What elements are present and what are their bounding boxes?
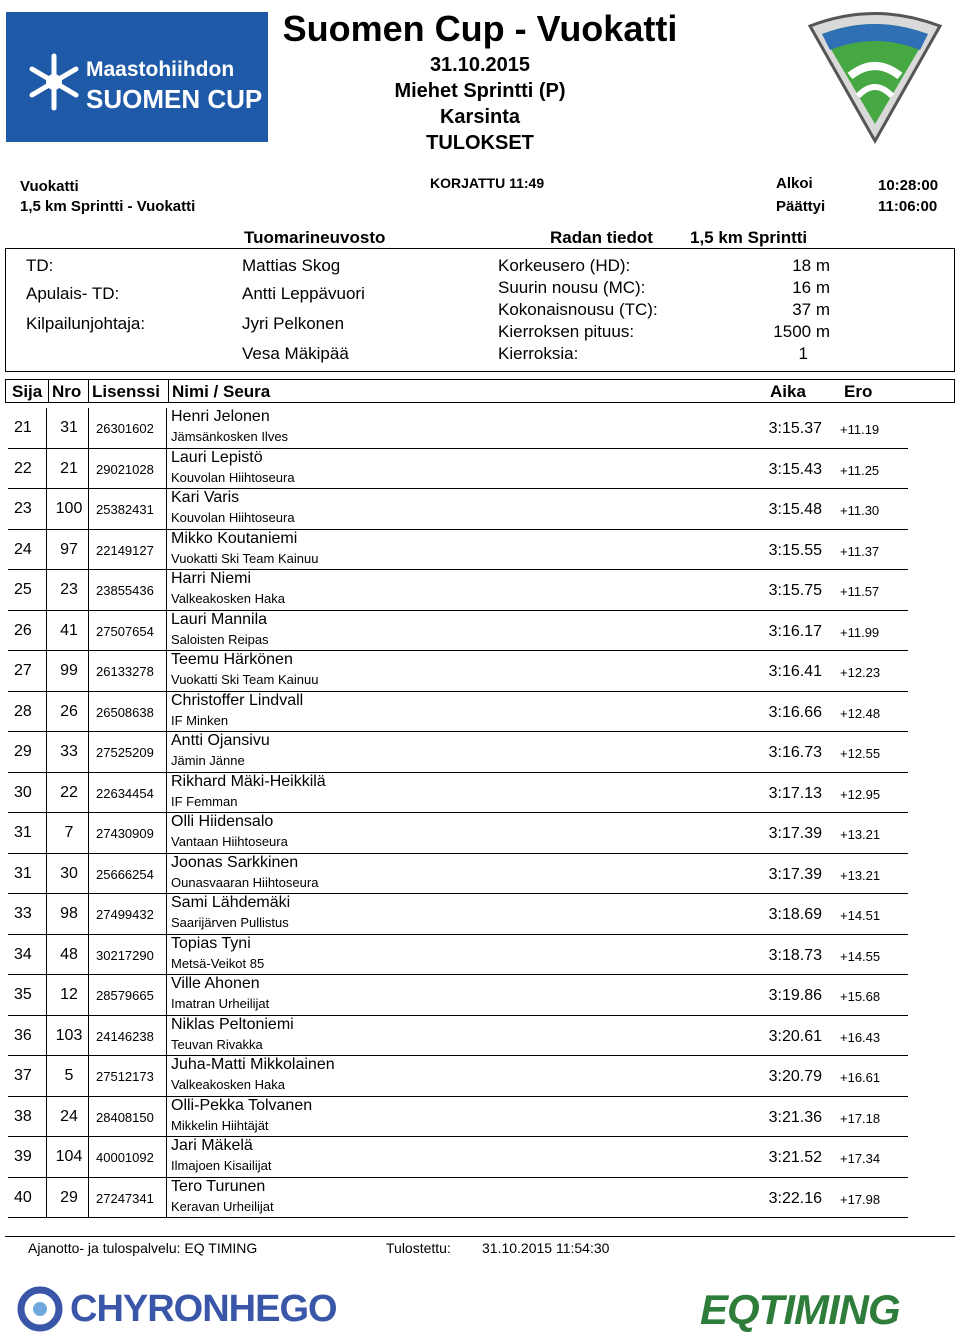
club-name: Jämin Jänne bbox=[171, 753, 245, 768]
table-row bbox=[8, 894, 908, 935]
bib-cell: 7 bbox=[64, 824, 74, 841]
time-cell: 3:15.55 bbox=[768, 541, 822, 559]
end-time: 11:06:00 bbox=[878, 198, 938, 215]
club-name: Jämsänkosken Ilves bbox=[171, 429, 289, 444]
end-label: Päättyi bbox=[776, 198, 826, 215]
time-cell: 3:16.17 bbox=[768, 622, 822, 640]
license-cell: 29021028 bbox=[96, 461, 154, 477]
col-ero: Ero bbox=[844, 382, 873, 401]
bib-cell: 22 bbox=[60, 783, 78, 801]
athlete-name: Henri Jelonen bbox=[171, 408, 270, 425]
license-cell: 27525209 bbox=[96, 745, 154, 760]
bib-cell: 30 bbox=[60, 864, 78, 882]
time-cell: 3:22.16 bbox=[768, 1189, 822, 1207]
gap-cell: +12.48 bbox=[840, 705, 881, 721]
gap-cell: +12.23 bbox=[840, 665, 881, 680]
license-cell: 28579665 bbox=[96, 988, 154, 1003]
place-cell: 38 bbox=[14, 1107, 32, 1125]
bib-cell: 31 bbox=[60, 419, 78, 436]
table-row bbox=[8, 449, 908, 490]
table-row bbox=[8, 773, 908, 814]
results-header bbox=[5, 379, 955, 403]
gap-cell: +14.55 bbox=[840, 948, 881, 964]
gap-cell: +17.98 bbox=[840, 1191, 881, 1207]
results-kind: TULOKSET bbox=[426, 132, 534, 154]
place-cell: 34 bbox=[14, 945, 32, 963]
gap-cell: +16.43 bbox=[840, 1029, 881, 1045]
time-cell: 3:16.73 bbox=[768, 744, 822, 761]
athlete-name: Kari Varis bbox=[171, 489, 240, 506]
place-cell: 40 bbox=[14, 1188, 32, 1206]
page-title: Suomen Cup - Vuokatti bbox=[282, 8, 678, 49]
maastohiihdon-suomen-cup-logo bbox=[6, 12, 268, 142]
license-cell: 26133278 bbox=[96, 664, 154, 679]
role-competition-director: Kilpailunjohtaja: bbox=[26, 314, 146, 333]
place-cell: 21 bbox=[14, 419, 32, 436]
course-label-mc: Suurin nousu (MC): bbox=[498, 278, 646, 297]
bib-cell: 29 bbox=[60, 1188, 78, 1206]
venue: Vuokatti bbox=[20, 178, 79, 195]
license-cell: 25382431 bbox=[96, 502, 154, 517]
table-row bbox=[8, 570, 908, 611]
place-cell: 31 bbox=[14, 824, 32, 841]
bib-cell: 103 bbox=[55, 1026, 83, 1044]
club-name: Vuokatti Ski Team Kainuu bbox=[171, 550, 319, 566]
club-name: Kouvolan Hiihtoseura bbox=[171, 469, 295, 485]
bib-cell: 21 bbox=[60, 459, 78, 477]
course-label-lap-length: Kierroksen pituus: bbox=[498, 322, 635, 341]
snowflake-icon bbox=[28, 52, 80, 112]
club-name: Vantaan Hiihtoseura bbox=[171, 834, 288, 849]
club-name: Imatran Urheilijat bbox=[171, 996, 270, 1011]
time-cell: 3:16.41 bbox=[768, 663, 822, 680]
logo-text-line2: SUOMEN CUP bbox=[86, 84, 263, 114]
bib-cell: 23 bbox=[60, 581, 78, 598]
gap-cell: +13.21 bbox=[840, 867, 881, 883]
official-name: Jyri Pelkonen bbox=[242, 314, 345, 333]
time-cell: 3:17.39 bbox=[768, 825, 822, 842]
col-lisenssi: Lisenssi bbox=[92, 382, 161, 401]
club-name: Vuokatti Ski Team Kainuu bbox=[171, 672, 319, 687]
license-cell: 22634454 bbox=[96, 785, 154, 801]
gap-cell: +12.95 bbox=[840, 786, 881, 802]
bib-cell: 24 bbox=[60, 1107, 78, 1125]
gap-cell: +11.30 bbox=[840, 503, 880, 518]
place-cell: 26 bbox=[14, 621, 32, 639]
license-cell: 40001092 bbox=[96, 1150, 154, 1165]
athlete-name: Christoffer Lindvall bbox=[171, 691, 304, 709]
club-name: Valkeakosken Haka bbox=[171, 591, 285, 606]
suomen-cup-shield-logo bbox=[800, 6, 950, 146]
table-row bbox=[8, 1137, 908, 1178]
chyronhego-mark-icon bbox=[16, 1286, 64, 1332]
place-cell: 23 bbox=[14, 500, 32, 517]
table-row bbox=[8, 854, 908, 895]
event-date: 31.10.2015 bbox=[429, 54, 531, 76]
bib-cell: 100 bbox=[55, 500, 83, 517]
athlete-name: Rikhard Mäki-Heikkilä bbox=[171, 772, 326, 790]
place-cell: 37 bbox=[14, 1067, 32, 1084]
gap-cell: +11.57 bbox=[840, 584, 880, 599]
official-name: Antti Leppävuori bbox=[242, 284, 365, 303]
course-label-hd: Korkeusero (HD): bbox=[498, 256, 631, 275]
chyronhego-logo bbox=[16, 1286, 361, 1332]
time-cell: 3:16.66 bbox=[768, 703, 822, 721]
place-cell: 24 bbox=[14, 540, 32, 558]
printed-label: Tulostettu: bbox=[386, 1240, 451, 1256]
chyronhego-wordmark: CHYRONHEGO bbox=[70, 1288, 337, 1330]
athlete-name: Mikko Koutaniemi bbox=[171, 529, 298, 547]
athlete-name: Juha-Matti Mikkolainen bbox=[171, 1056, 335, 1073]
time-cell: 3:19.86 bbox=[768, 987, 822, 1004]
role-assistant-td: Apulais- TD: bbox=[26, 284, 120, 303]
eqtiming-wordmark: EQTIMING bbox=[700, 1286, 900, 1333]
time-cell: 3:17.13 bbox=[768, 784, 822, 802]
club-name: Valkeakosken Haka bbox=[171, 1077, 285, 1092]
gap-cell: +11.37 bbox=[840, 543, 880, 559]
bib-cell: 99 bbox=[60, 662, 78, 679]
athlete-name: Tero Turunen bbox=[171, 1177, 266, 1195]
place-cell: 30 bbox=[14, 783, 32, 801]
license-cell: 24146238 bbox=[96, 1028, 154, 1044]
athlete-name: Niklas Peltoniemi bbox=[171, 1015, 294, 1033]
time-cell: 3:20.79 bbox=[768, 1068, 822, 1085]
gap-cell: +11.25 bbox=[840, 462, 880, 478]
time-cell: 3:15.48 bbox=[768, 501, 822, 518]
license-cell: 27512173 bbox=[96, 1069, 154, 1084]
athlete-name: Olli Hiidensalo bbox=[171, 813, 274, 830]
place-cell: 22 bbox=[14, 459, 32, 477]
athlete-name: Joonas Sarkkinen bbox=[171, 853, 299, 871]
official-name: Vesa Mäkipää bbox=[242, 344, 349, 363]
club-name: Ilmajoen Kisailijat bbox=[171, 1158, 272, 1173]
license-cell: 30217290 bbox=[96, 947, 154, 963]
course-info-heading: Radan tiedot bbox=[550, 228, 653, 247]
course-value-mc: 16 m bbox=[792, 278, 830, 297]
col-sija: Sija bbox=[12, 382, 43, 401]
license-cell: 27247341 bbox=[96, 1190, 154, 1206]
time-cell: 3:18.73 bbox=[768, 946, 822, 964]
license-cell: 23855436 bbox=[96, 583, 154, 598]
table-row bbox=[8, 1016, 908, 1057]
license-cell: 22149127 bbox=[96, 542, 154, 558]
table-row bbox=[8, 1097, 908, 1138]
event-name: Miehet Sprintti (P) bbox=[394, 80, 566, 102]
place-cell: 29 bbox=[14, 743, 32, 760]
timing-service: Ajanotto- ja tulospalvelu: EQ TIMING bbox=[28, 1240, 258, 1256]
role-td: TD: bbox=[26, 256, 54, 275]
table-row bbox=[8, 935, 908, 976]
bib-cell: 48 bbox=[60, 945, 78, 963]
gap-cell: +11.19 bbox=[840, 422, 880, 437]
license-cell: 27499432 bbox=[96, 907, 154, 922]
athlete-name: Lauri Mannila bbox=[171, 610, 268, 628]
club-name: Metsä-Veikot 85 bbox=[171, 955, 265, 971]
license-cell: 27430909 bbox=[96, 826, 154, 841]
athlete-name: Sami Lähdemäki bbox=[171, 894, 291, 911]
time-cell: 3:21.36 bbox=[768, 1108, 822, 1126]
club-name: IF Femman bbox=[171, 793, 238, 809]
club-name: Saloisten Reipas bbox=[171, 631, 269, 647]
gap-cell: +14.51 bbox=[840, 908, 881, 923]
course-label-laps: Kierroksia: bbox=[498, 344, 579, 363]
time-cell: 3:15.43 bbox=[768, 460, 822, 478]
course-value-laps: 1 bbox=[798, 344, 808, 363]
col-nimi-seura: Nimi / Seura bbox=[172, 382, 271, 401]
printed-value: 31.10.2015 11:54:30 bbox=[482, 1240, 610, 1256]
course-value-lap-length: 1500 m bbox=[773, 322, 830, 341]
table-row bbox=[8, 530, 908, 571]
place-cell: 36 bbox=[14, 1026, 32, 1044]
start-label: Alkoi bbox=[776, 175, 813, 192]
table-row bbox=[8, 408, 908, 449]
athlete-name: Teemu Härkönen bbox=[171, 651, 293, 668]
club-name: Keravan Urheilijat bbox=[171, 1198, 274, 1214]
time-cell: 3:17.39 bbox=[768, 865, 822, 883]
license-cell: 28408150 bbox=[96, 1109, 154, 1125]
gap-cell: +12.55 bbox=[840, 746, 881, 761]
place-cell: 27 bbox=[14, 662, 32, 679]
bib-cell: 33 bbox=[60, 743, 78, 760]
time-cell: 3:18.69 bbox=[768, 906, 822, 923]
time-cell: 3:20.61 bbox=[768, 1027, 822, 1045]
club-name: Teuvan Rivakka bbox=[171, 1036, 263, 1052]
table-row bbox=[8, 1056, 908, 1097]
gap-cell: +17.18 bbox=[840, 1110, 881, 1126]
bib-cell: 104 bbox=[55, 1148, 83, 1165]
bib-cell: 5 bbox=[64, 1067, 74, 1084]
place-cell: 39 bbox=[14, 1148, 32, 1165]
club-name: Mikkelin Hiihtäjät bbox=[171, 1117, 269, 1133]
jury-heading: Tuomarineuvosto bbox=[244, 228, 386, 247]
club-name: IF Minken bbox=[171, 712, 229, 728]
license-cell: 27507654 bbox=[96, 623, 154, 639]
eqtiming-logo bbox=[700, 1286, 955, 1332]
table-row bbox=[8, 813, 908, 854]
course-value-tc: 37 m bbox=[792, 300, 830, 319]
course-info-name: 1,5 km Sprintti bbox=[690, 228, 808, 247]
place-cell: 35 bbox=[14, 986, 32, 1003]
athlete-name: Olli-Pekka Tolvanen bbox=[171, 1096, 313, 1114]
course-name: 1,5 km Sprintti - Vuokatti bbox=[20, 198, 196, 215]
time-cell: 3:21.52 bbox=[768, 1149, 822, 1166]
club-name: Ounasvaaran Hiihtoseura bbox=[171, 874, 319, 890]
gap-cell: +15.68 bbox=[840, 989, 881, 1004]
bib-cell: 97 bbox=[60, 540, 78, 558]
athlete-name: Topias Tyni bbox=[171, 934, 251, 952]
logo-text-line1: Maastohiihdon bbox=[86, 58, 235, 81]
col-aika: Aika bbox=[770, 382, 806, 401]
license-cell: 26301602 bbox=[96, 421, 154, 436]
event-round: Karsinta bbox=[439, 106, 521, 128]
gap-cell: +13.21 bbox=[840, 827, 881, 842]
footer-divider bbox=[5, 1236, 955, 1237]
table-row bbox=[8, 611, 908, 652]
table-row bbox=[8, 651, 908, 692]
table-row bbox=[8, 489, 908, 530]
club-name: Saarijärven Pullistus bbox=[171, 915, 289, 930]
place-cell: 33 bbox=[14, 905, 32, 922]
start-time: 10:28:00 bbox=[878, 177, 939, 194]
corrected-note: KORJATTU 11:49 bbox=[430, 175, 545, 191]
athlete-name: Jari Mäkelä bbox=[171, 1137, 253, 1154]
bib-cell: 26 bbox=[60, 702, 78, 720]
license-cell: 25666254 bbox=[96, 866, 154, 882]
col-nro: Nro bbox=[52, 382, 82, 401]
table-row bbox=[8, 732, 908, 773]
club-name: Kouvolan Hiihtoseura bbox=[171, 510, 295, 525]
gap-cell: +17.34 bbox=[840, 1151, 881, 1166]
place-cell: 25 bbox=[14, 581, 32, 598]
table-row bbox=[8, 692, 908, 733]
bib-cell: 12 bbox=[60, 986, 78, 1003]
time-cell: 3:15.37 bbox=[768, 420, 822, 437]
athlete-name: Harri Niemi bbox=[171, 570, 251, 587]
athlete-name: Ville Ahonen bbox=[171, 975, 260, 992]
table-row bbox=[8, 975, 908, 1016]
bib-cell: 41 bbox=[60, 621, 78, 639]
course-label-tc: Kokonaisnousu (TC): bbox=[498, 300, 658, 319]
place-cell: 31 bbox=[14, 864, 32, 882]
table-row bbox=[8, 1178, 908, 1219]
official-name: Mattias Skog bbox=[242, 256, 341, 275]
gap-cell: +11.99 bbox=[840, 624, 880, 640]
athlete-name: Antti Ojansivu bbox=[171, 732, 270, 749]
license-cell: 26508638 bbox=[96, 704, 154, 720]
place-cell: 28 bbox=[14, 702, 32, 720]
course-value-hd: 18 m bbox=[792, 256, 830, 275]
bib-cell: 98 bbox=[60, 905, 78, 922]
athlete-name: Lauri Lepistö bbox=[171, 448, 263, 466]
time-cell: 3:15.75 bbox=[768, 582, 822, 599]
gap-cell: +16.61 bbox=[840, 1070, 881, 1085]
